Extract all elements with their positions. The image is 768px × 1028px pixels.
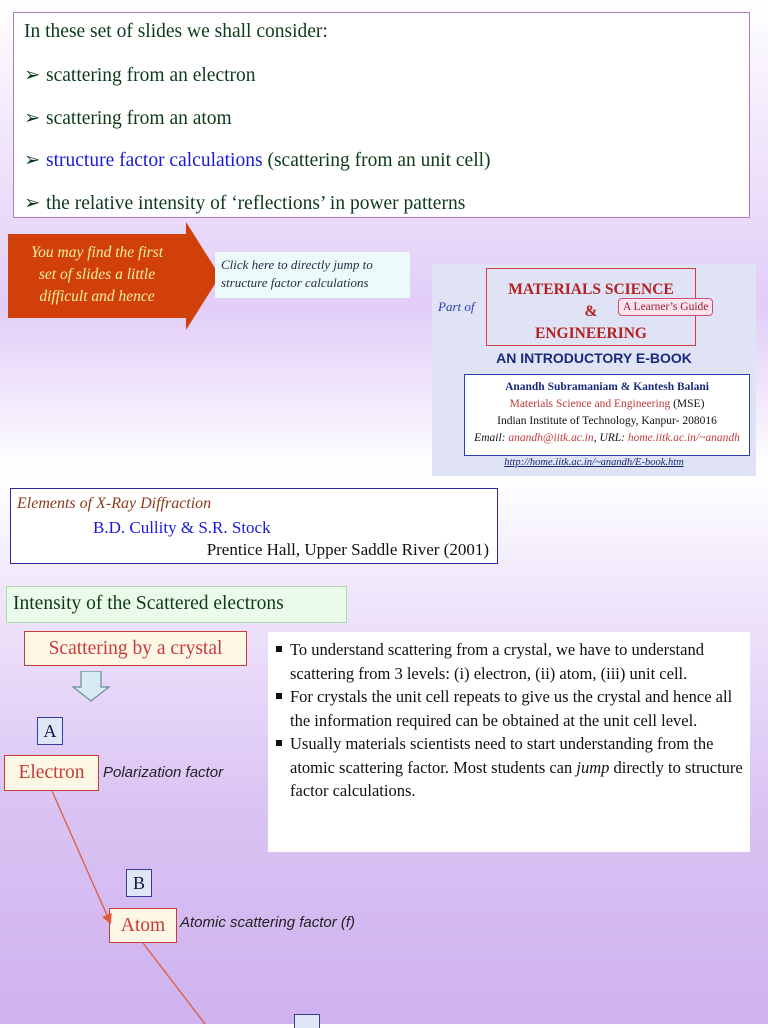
intro-item-1: ➢ scattering from an electron	[24, 65, 256, 86]
intro-item-4: ➢ the relative intensity of ‘reflections’ in power patterns	[24, 193, 466, 214]
ebook-subtitle: AN INTRODUCTORY E-BOOK	[496, 350, 692, 366]
arrow-bullet-icon: ➢	[24, 65, 41, 86]
label-b-badge: B	[126, 869, 152, 897]
learners-guide-badge: A Learner’s Guide	[618, 298, 713, 316]
homepage-link[interactable]: home.iitk.ac.in/~anandh	[627, 432, 740, 444]
ebook-contact: Email: anandh@iitk.ac.in, URL: home.iitk.ac.in/~anandh	[474, 432, 740, 444]
atomic-scattering-factor-label: Atomic scattering factor (f)	[180, 914, 356, 931]
polarization-factor-label: Polarization factor	[103, 764, 224, 781]
electron-node: Electron	[4, 755, 99, 791]
email-link[interactable]: anandh@iitk.ac.in	[508, 432, 594, 444]
jump-to-structure-factor-link[interactable]: Click here to directly jump to structure factor calculations	[215, 252, 410, 298]
intro-item-2: ➢ scattering from an atom	[24, 108, 232, 129]
reference-publisher: Prentice Hall, Upper Saddle River (2001)	[206, 540, 489, 559]
crystal-node: Scattering by a crystal	[24, 631, 247, 666]
ebook-title: MATERIALS SCIENCE & ENGINEERING	[486, 268, 696, 346]
part-of-label: Part of	[438, 299, 475, 314]
intro-item-3: ➢ structure factor calculations (scattering from an unit cell)	[24, 150, 491, 171]
arrow-bullet-icon: ➢	[24, 193, 41, 214]
notes-box	[268, 632, 750, 852]
intro-heading: In these set of slides we shall consider:	[24, 21, 328, 42]
ebook-institute: Indian Institute of Technology, Kanpur- 208016	[497, 415, 717, 427]
section-heading: Intensity of the Scattered electrons	[6, 586, 347, 623]
ebook-url-link[interactable]: http://home.iitk.ac.in/~anandh/E-book.htm	[504, 457, 684, 468]
callout-arrow-text: You may find the first set of slides a little difficult and hence	[30, 244, 164, 305]
note-item-2: For crystals the unit cell repeats to give us the crystal and hence all the information required can be obtained at the unit cell level.	[272, 685, 744, 732]
note-item-3: Usually materials scientists need to start understanding from the atomic scattering factor. Most students can jump directly to structure factor calculations.	[272, 732, 744, 803]
ebook-authors: Anandh Subramaniam & Kantesh Balani	[505, 381, 709, 393]
reference-authors: B.D. Cullity & S.R. Stock	[93, 518, 271, 537]
atom-node: Atom	[109, 908, 177, 943]
arrow-bullet-icon: ➢	[24, 108, 41, 129]
arrow-bullet-icon: ➢	[24, 150, 41, 171]
label-a-badge: A	[37, 717, 63, 745]
reference-title: Elements of X-Ray Diffraction	[17, 495, 212, 512]
note-item-1: To understand scattering from a crystal, we have to understand scattering from 3 levels: (i) electron, (ii) atom, (iii) unit cell.	[272, 638, 744, 685]
ebook-dept: Materials Science and Engineering (MSE)	[509, 398, 705, 410]
structure-factor-link[interactable]: structure factor calculations	[46, 150, 263, 171]
